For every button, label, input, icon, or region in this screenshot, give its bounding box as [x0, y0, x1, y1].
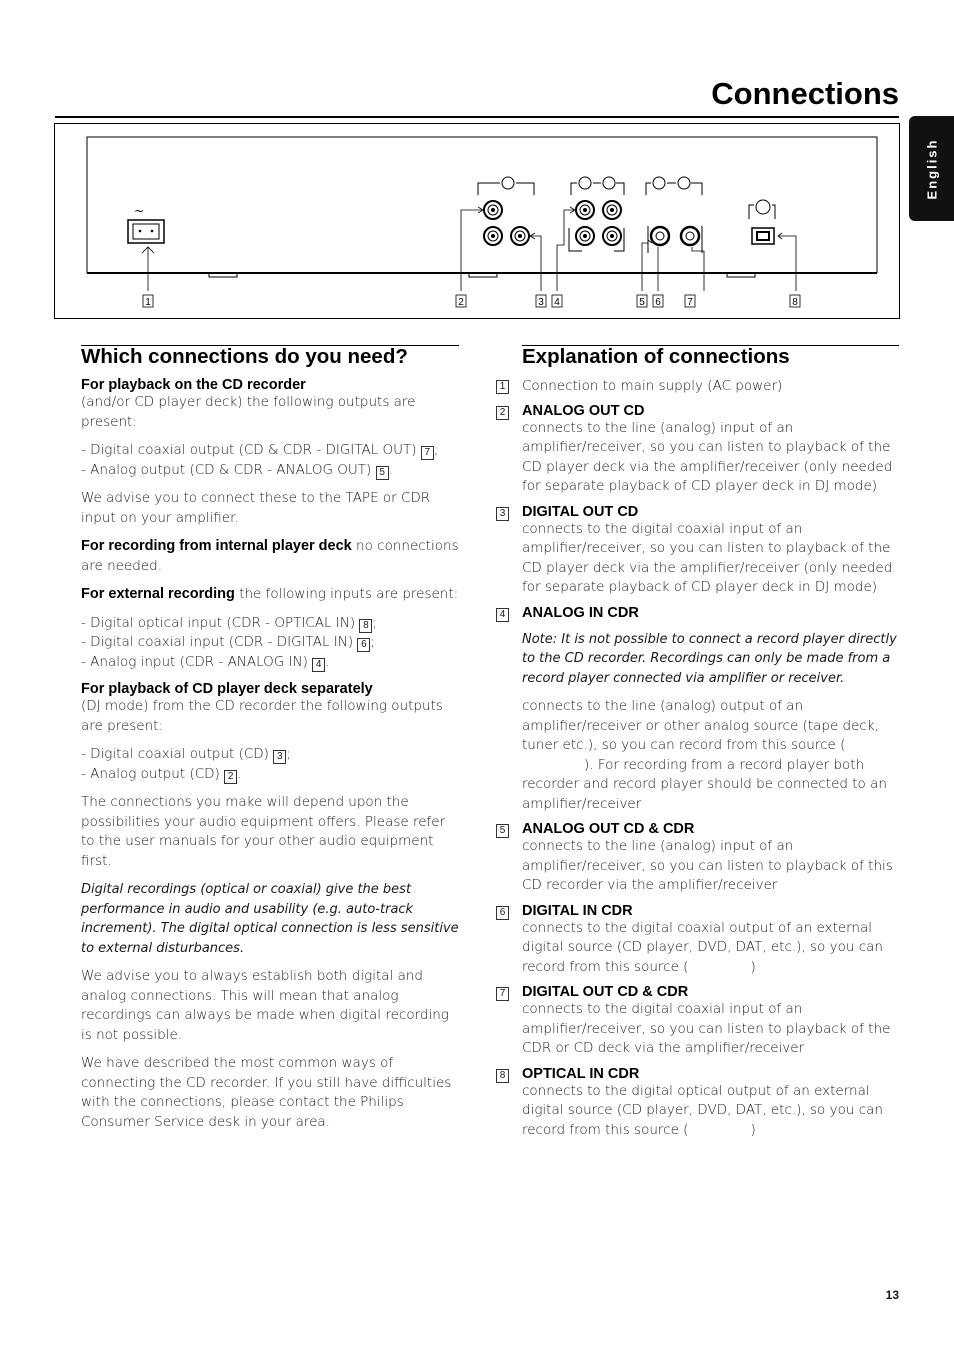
depend-text: The connections you make will depend upon the possibilities your audio equipment offers. Please refer to the user manuals for your other audio equipment first.: [81, 794, 446, 869]
item-number: 7: [496, 987, 509, 1001]
advise-both-text: We advise you to always establish both digital and analog connections. This will mean that analog recordings can always be made when digital recording is not possible.: [81, 968, 449, 1043]
explanation-section: [499, 345, 899, 1140]
item-title: OPTICAL IN CDR: [522, 1065, 640, 1082]
connection-item-4: 4 ANALOG IN CDR Note: It is not possible to connect a record player directly to the CD recorder. Recordings can only be made from a record player connected via amplifier or receiver. connects to the line (analog) output of an amplifier/receiver or other analog source (tape deck, tuner etc.), so you can record from this source (). For recording from a record player both recorder and record player should be connected to an amplifier/receiver: [522, 605, 899, 815]
callout-6: 6: [655, 297, 661, 308]
page-number: 13: [885, 1288, 899, 1302]
described-text: We have described the most common ways of connecting the CD recorder. If you still have difficulties with the connections, please contact the Philips Consumer Service desk in your area.: [81, 1055, 452, 1130]
callout-1: 1: [145, 297, 151, 308]
list-item: - Digital coaxial input (CDR - DIGITAL IN) 6 ;: [81, 634, 375, 650]
ref-box: 6: [357, 638, 370, 652]
external-heading: For external recording: [81, 586, 235, 602]
playback-intro: (and/or CD player deck) the following outputs are present:: [81, 394, 416, 430]
list-item: - Digital coaxial output (CD) 3 ;: [81, 746, 291, 762]
item-title: DIGITAL OUT CD & CDR: [522, 984, 689, 1000]
language-tab-label: English: [924, 138, 939, 199]
item-number: 3: [496, 507, 509, 521]
callout-7: 7: [687, 297, 693, 308]
language-tab: [909, 116, 954, 221]
item-title: DIGITAL IN CDR: [522, 902, 633, 919]
ref-box: 2: [224, 770, 237, 784]
connection-item-3: 3 DIGITAL OUT CD connects to the digital coaxial input of an amplifier/receiver, so you can listen to playback of the CD player deck via the amplifier/receiver (only needed for separate playback of CD player deck in DJ mode): [522, 504, 899, 598]
item-number: 1: [496, 380, 509, 394]
ref-box: 5: [376, 466, 389, 480]
list-item: - Digital optical input (CDR - OPTICAL IN) 8 ;: [81, 614, 377, 631]
callout-8: 8: [792, 297, 798, 308]
list-item: - Analog input (CDR - ANALOG IN) 4 .: [81, 653, 330, 670]
item-number: 2: [496, 406, 509, 420]
item-note: Note: It is not possible to connect a record player directly to the CD recorder. Recordings can only be made from a record player connected via amplifier or receiver.: [522, 631, 897, 686]
item-number: 8: [496, 1069, 509, 1083]
list-item: - Digital coaxial output (CD & CDR - DIGITAL OUT) 7 ;: [81, 442, 439, 458]
explanation-heading: Explanation of connections: [522, 345, 790, 368]
connection-item-1: 1 Connection to main supply (AC power): [522, 377, 899, 397]
ref-box: 3: [273, 750, 286, 764]
ac-symbol: ~: [134, 204, 145, 218]
item-title: ANALOG OUT CD: [522, 402, 645, 419]
ref-box: 7: [421, 446, 434, 460]
connection-item-8: 8 OPTICAL IN CDR connects to the digital optical output of an external digital source (CD player, DVD, DAT, etc.), so you can record from this source ( ): [522, 1066, 899, 1141]
connection-item-2: 2 ANALOG OUT CD connects to the line (analog) input of an amplifier/receiver, so you can listen to playback of the CD player deck via the amplifier/receiver (only needed for separate playback of CD player deck in DJ mode): [522, 403, 899, 497]
list-item: - Analog output (CD) 2 .: [81, 765, 242, 782]
digital-note: Digital recordings (optical or coaxial) give the best performance in audio and usability (e.g. auto-track increment). The digital optical connection is less sensitive to external disturbances.: [81, 882, 459, 956]
internal-deck-paragraph: For recording from internal player deck no connections are needed.: [81, 538, 459, 574]
which-connections-heading: Which connections do you need?: [81, 345, 408, 368]
item-title: ANALOG OUT CD & CDR: [522, 821, 695, 837]
page-title: Connections: [711, 76, 899, 111]
callout-2: 2: [458, 297, 464, 308]
ref-box: 8: [359, 619, 372, 633]
item-number: 4: [496, 608, 509, 622]
callout-3: 3: [538, 297, 544, 308]
connection-item-7: 7 DIGITAL OUT CD & CDR connects to the digital coaxial input of an amplifier/receiver, so you can listen to playback of the CDR or CD deck via the amplifier/receiver: [522, 984, 899, 1059]
which-connections-section: [81, 345, 459, 1132]
separate-intro: (DJ mode) from the CD recorder the following outputs are present:: [81, 698, 443, 734]
callout-5: 5: [639, 297, 645, 308]
item-title: DIGITAL OUT CD: [522, 503, 639, 520]
callout-4: 4: [554, 297, 560, 308]
list-item: - Analog output (CD & CDR - ANALOG OUT) 5 .: [81, 461, 393, 478]
item-number: 5: [496, 824, 509, 838]
advise-tape-text: We advise you to connect these to the TAPE or CDR input on your amplifier.: [81, 490, 431, 526]
item-title: ANALOG IN CDR: [522, 604, 639, 621]
playback-heading: For playback on the CD recorder: [81, 377, 306, 393]
ref-box: 4: [312, 658, 325, 672]
item-number: 6: [496, 906, 509, 920]
internal-heading: For recording from internal player deck: [81, 538, 352, 554]
title-rule: [55, 116, 899, 118]
connection-item-5: 5 ANALOG OUT CD & CDR connects to the line (analog) input of an amplifier/receiver, so you can listen to playback of this CD recorder via the amplifier/receiver: [522, 821, 899, 896]
separate-heading: For playback of CD player deck separately: [81, 681, 373, 697]
rear-panel-diagram: [54, 123, 900, 319]
connection-item-6: 6 DIGITAL IN CDR connects to the digital coaxial output of an external digital source (CD player, DVD, DAT, etc.), so you can record from this source ( ): [522, 903, 899, 978]
external-paragraph: For external recording the following inputs are present:: [81, 586, 459, 602]
